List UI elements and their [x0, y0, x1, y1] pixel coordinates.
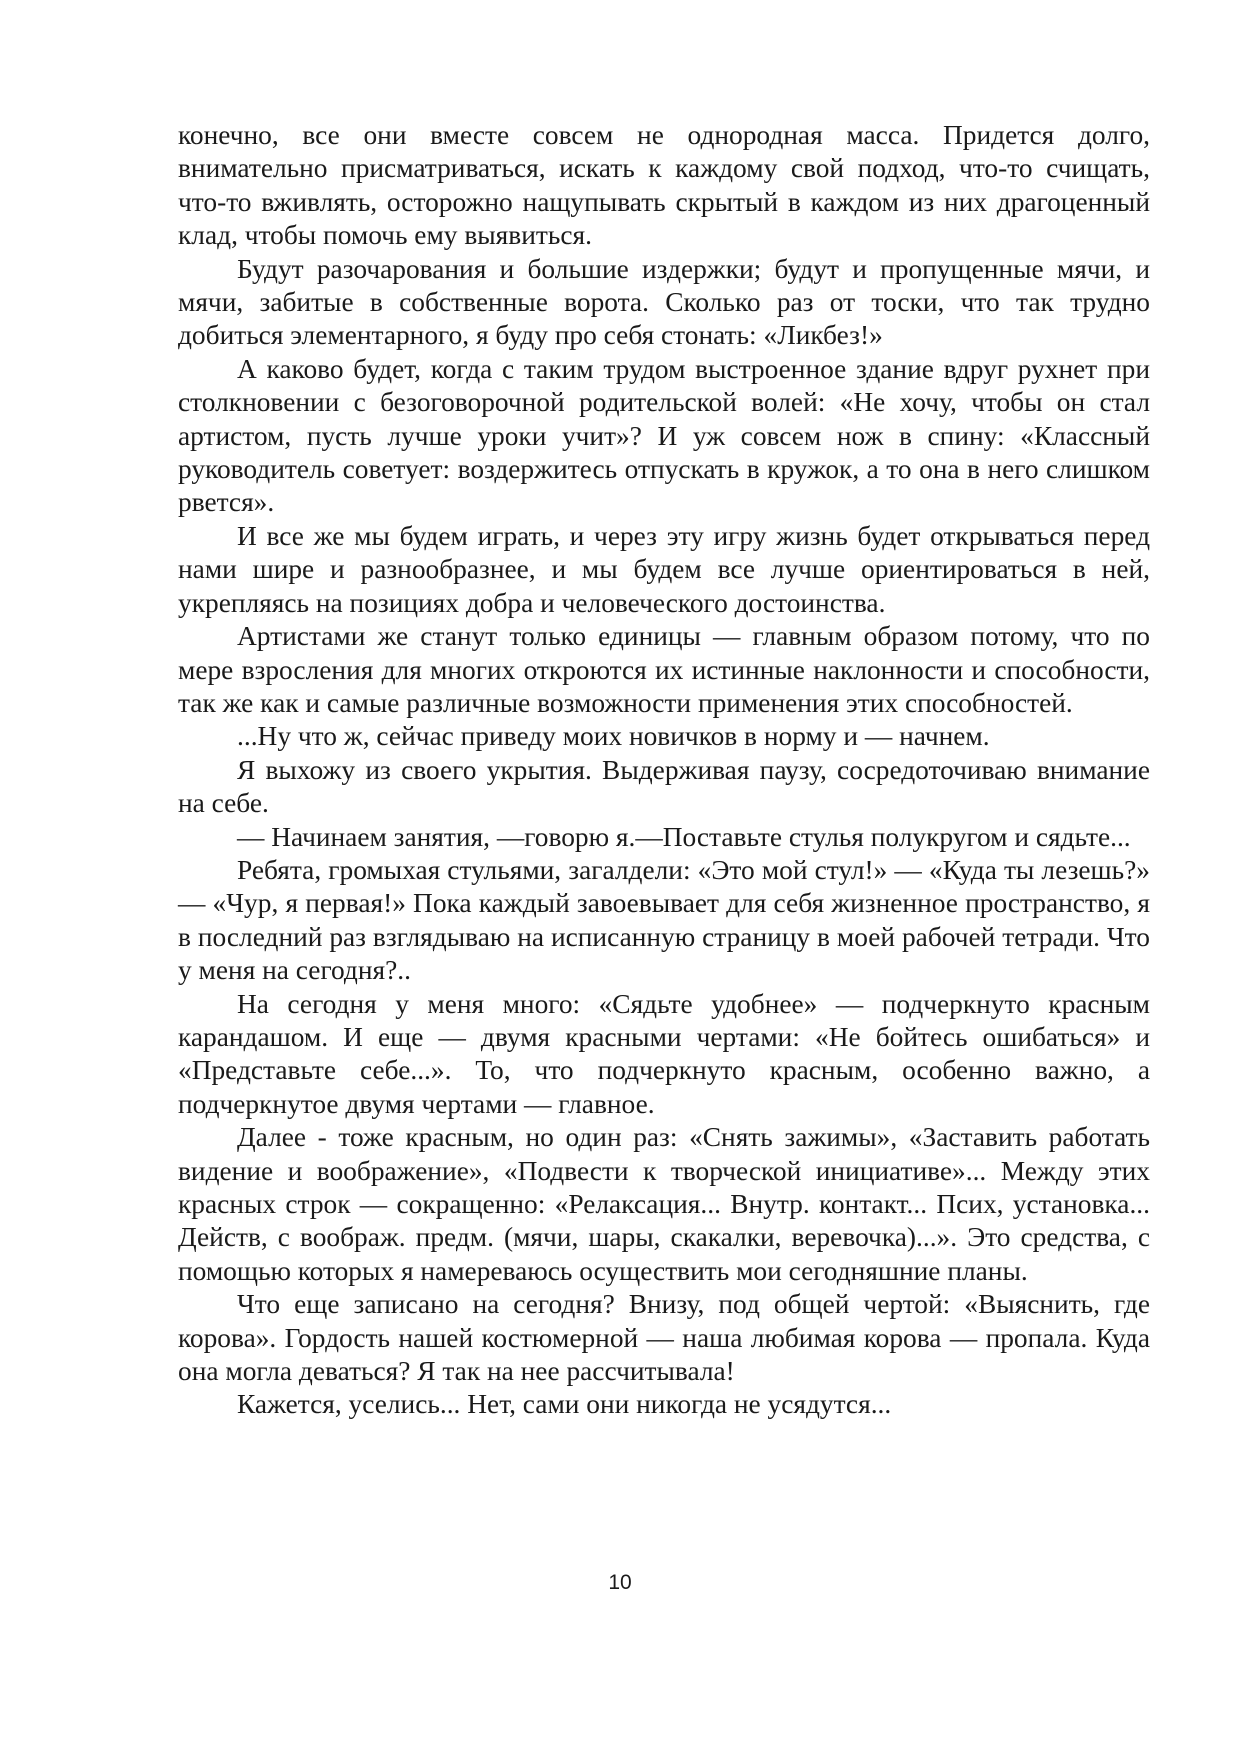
paragraph-11: Далее - тоже красным, но один раз: «Снять зажимы», «Заставить работать видение и воображение», «Подвести к творческой инициативе»... Между этих красных строк — сокращенно: «Релаксация... Внутр. контакт... Псих, установка... Действ, с воображ. предм. (мячи, шары, скакалки, веревочка)...». Это средства, с помощью которых я намереваюсь осуществить мои сегодняшние планы. — [178, 1122, 1150, 1286]
paragraph-13: Кажется, уселись... Нет, сами они никогда не усядутся... — [237, 1389, 892, 1420]
paragraph-8: — Начинаем занятия, —говорю я.—Поставьте стулья полукругом и сядьте... — [237, 821, 1131, 852]
paragraph-2: Будут разочарования и большие издержки; будут и пропущенные мячи, и мячи, забитые в собственные ворота. Сколько раз от тоски, что так трудно добиться элементарного, я буду про себя стонать: «Ликбез!» — [178, 253, 1150, 351]
paragraph-12: Что еще записано на сегодня? Внизу, под общей чертой: «Выяснить, где корова». Гордость нашей костюмерной — наша любимая корова — пропала. Куда она могла деваться? Я так на нее рассчитывала! — [178, 1289, 1150, 1387]
page-number: 10 — [608, 1571, 632, 1594]
paragraph-1: конечно, все они вместе совсем не однородная масса. Придется долго, внимательно присматриваться, искать к каждому свой подход, что-то счищать, что-то вживлять, осторожно нащупывать скрытый в каждом из них драгоценный клад, чтобы помочь ему выявиться. — [178, 120, 1150, 251]
body-text — [178, 119, 1150, 1422]
paragraph-3: А каково будет, когда с таким трудом выстроенное здание вдруг рухнет при столкновении с безоговорочной родительской волей: «Не хочу, чтобы он стал артистом, пусть лучше уроки учит»? И уж совсем нож в спину: «Классный руководитель советует: воздержитесь отпускать в кружок, а то она в него слишком рвется». — [178, 353, 1150, 518]
paragraph-5: Артистами же станут только единицы — главным образом потому, что по мере взросления для многих откроются их истинные наклонности и способности, так же как и самые различные возможности применения этих способностей. — [178, 621, 1150, 718]
paragraph-6: ...Ну что ж, сейчас приведу моих новичков в норму и — начнем. — [237, 721, 990, 752]
paragraph-10: На сегодня у меня много: «Сядьте удобнее» — подчеркнуто красным карандашом. И еще — двумя красными чертами: «Не бойтесь ошибаться» и «Представьте себе...». То, что подчеркнуто красным, особенно важно, а подчеркнутое двумя чертами — главное. — [178, 988, 1150, 1119]
paragraph-4: И все же мы будем играть, и через эту игру жизнь будет открываться перед нами шире и разнообразнее, и мы будем все лучше ориентироваться в ней, укрепляясь на позициях добра и человеческого достоинства. — [178, 520, 1150, 618]
paragraph-9: Ребята, громыхая стульями, загалдели: «Это мой стул!» — «Куда ты лезешь?» — «Чур, я первая!» Пока каждый завоевывает для себя жизненное пространство, я в последний раз взглядываю на исписанную страницу в моей рабочей тетради. Что у меня на сегодня?.. — [178, 854, 1150, 986]
paragraph-7: Я выхожу из своего укрытия. Выдерживая паузу, сосредоточиваю внимание на себе. — [178, 754, 1150, 819]
